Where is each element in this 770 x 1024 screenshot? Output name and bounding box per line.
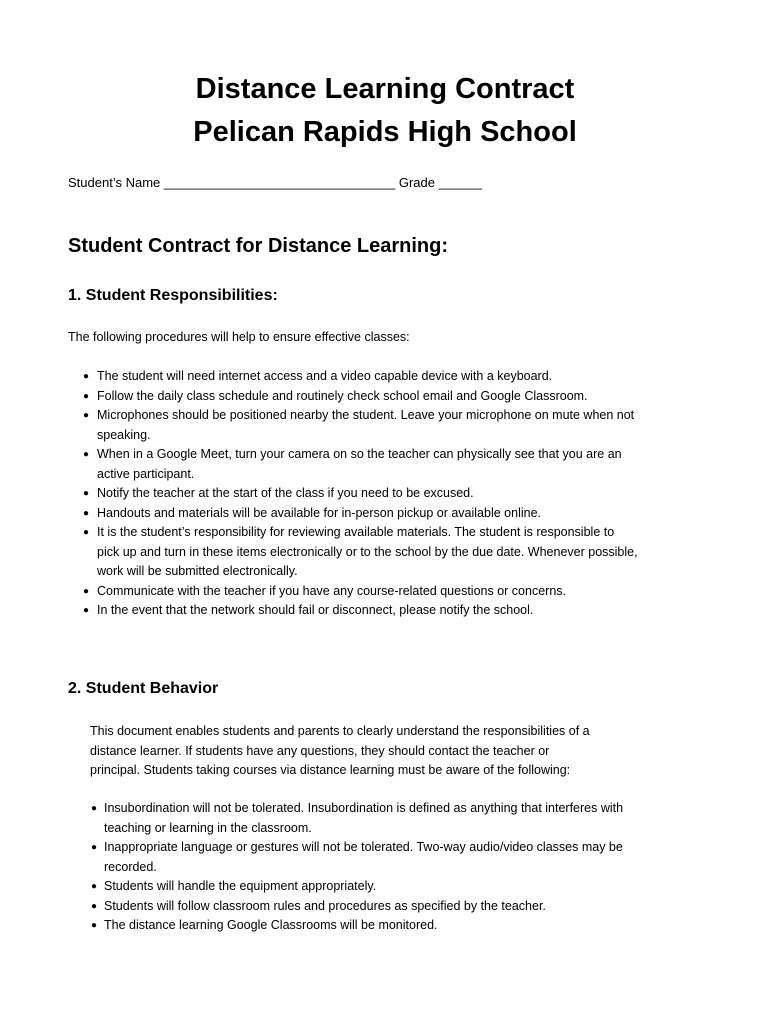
list-item-text: The distance learning Google Classrooms will be monitored. <box>104 918 438 932</box>
bullet-icon: ● <box>91 920 98 931</box>
section-behavior-heading: 2. Student Behavior <box>68 680 219 697</box>
responsibilities-list <box>83 367 708 621</box>
bullet-icon: ● <box>83 527 90 538</box>
document-title: Distance Learning Contract <box>195 73 575 105</box>
paragraph-line: distance learner. If students have any questions, they should contact the teacher or <box>90 743 550 758</box>
list-item-text: It is the student’s responsibility for reviewing available materials. The student is responsible to <box>97 525 615 539</box>
bullet-icon: ● <box>83 371 90 382</box>
list-item-text: Communicate with the teacher if you have any course-related questions or concerns. <box>97 583 566 598</box>
list-item-text: Inappropriate language or gestures will not be tolerated. Two-way audio/video classes may be <box>104 840 623 854</box>
behavior-paragraph <box>90 722 670 781</box>
responsibilities-intro: The following procedures will help to ensure effective classes: <box>68 330 410 344</box>
list-item-text: teaching or learning in the classroom. <box>104 820 312 835</box>
bullet-icon: ● <box>83 449 90 460</box>
list-item-text: work will be submitted electronically. <box>97 564 298 578</box>
list-item-text: The student will need internet access and a video capable device with a keyboard. <box>97 369 553 383</box>
list-item <box>83 445 708 484</box>
behavior-list <box>91 799 696 936</box>
list-item <box>91 877 696 897</box>
list-item <box>83 523 708 582</box>
bullet-icon: ● <box>83 390 90 402</box>
paragraph-line: This document enables students and parents to clearly understand the responsibilities of a <box>90 724 590 738</box>
list-item <box>83 582 708 602</box>
list-item <box>83 504 708 524</box>
list-item-text: Students will follow classroom rules and procedures as specified by the teacher. <box>104 898 546 913</box>
list-item-text: Students will handle the equipment appropriately. <box>104 879 377 893</box>
bullet-icon: ● <box>83 507 90 519</box>
list-item <box>91 799 696 838</box>
list-item <box>91 838 696 877</box>
list-item-text: speaking. <box>97 427 151 442</box>
list-item <box>83 387 708 407</box>
list-item-text: recorded. <box>104 859 157 874</box>
list-item-text: Microphones should be positioned nearby the student. Leave your microphone on mute when not <box>97 408 635 422</box>
list-item-text: Notify the teacher at the start of the class if you need to be excused. <box>97 486 474 500</box>
bullet-icon: ● <box>91 803 98 814</box>
list-item-text: Insubordination will not be tolerated. Insubordination is defined as anything that interferes with <box>104 801 624 815</box>
bullet-icon: ● <box>91 900 98 912</box>
list-item-text: Handouts and materials will be available for in-person pickup or available online. <box>97 505 542 520</box>
list-item-text: In the event that the network should fail or disconnect, please notify the school. <box>97 603 534 617</box>
list-item <box>83 484 708 504</box>
student-name-grade-line: Student’s Name ________________________________ Grade ______ <box>68 175 482 190</box>
bullet-icon: ● <box>83 488 90 499</box>
bullet-icon: ● <box>91 881 98 892</box>
list-item-text: pick up and turn in these items electronically or to the school by the due date. Whenever possible, <box>97 544 638 559</box>
list-item <box>83 406 708 445</box>
list-item-text: When in a Google Meet, turn your camera on so the teacher can physically see that you are an <box>97 447 622 461</box>
list-item-text: Follow the daily class schedule and routinely check school email and Google Classroom. <box>97 388 588 403</box>
list-item <box>83 601 708 621</box>
list-item <box>91 897 696 917</box>
bullet-icon: ● <box>83 605 90 616</box>
list-item <box>91 916 696 936</box>
paragraph-line: principal. Students taking courses via distance learning must be aware of the following: <box>90 763 571 777</box>
bullet-icon: ● <box>91 842 98 853</box>
school-name: Pelican Rapids High School <box>193 116 577 148</box>
section-responsibilities-heading: 1. Student Responsibilities: <box>68 287 278 304</box>
contract-heading: Student Contract for Distance Learning: <box>68 235 449 257</box>
bullet-icon: ● <box>83 585 90 597</box>
bullet-icon: ● <box>83 410 90 421</box>
list-item <box>83 367 708 387</box>
list-item-text: active participant. <box>97 466 195 481</box>
